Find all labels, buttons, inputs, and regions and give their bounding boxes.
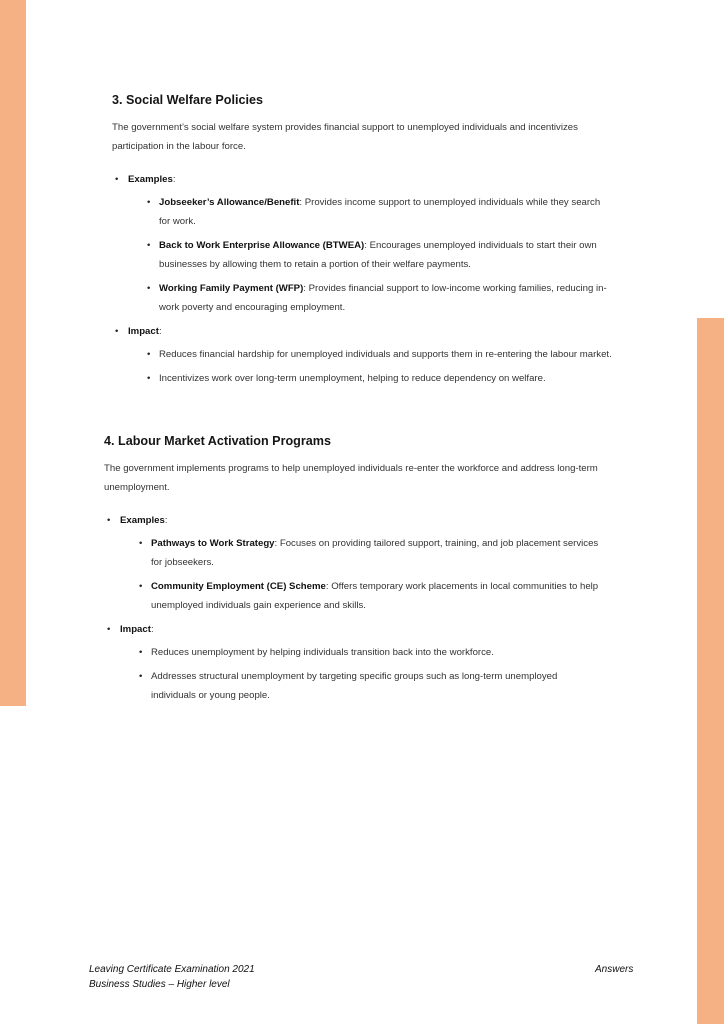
section-title: 3. Social Welfare Policies [112, 93, 263, 107]
item-text: : Provides financial support to low-income working families, reducing in-work poverty and encouraging employment. [159, 283, 607, 313]
list-item [120, 667, 604, 705]
bullet-icon: • [107, 515, 111, 526]
section-title: 4. Labour Market Activation Programs [104, 434, 331, 448]
item-text: Incentivizes work over long-term unemployment, helping to reduce dependency on welfare. [159, 373, 546, 384]
item-text: Addresses structural unemployment by targeting specific groups such as long-term unemployed individuals or young people. [151, 671, 558, 701]
list-item [120, 643, 604, 662]
right-accent-bar [697, 318, 724, 1024]
bullet-icon: • [107, 624, 111, 635]
impact-item: • Impact: • Reduces financial hardship for unemployed individuals and supports them in re-entering the labour market. • Incentivizes work over long-term unemployment, helping to reduce dependency on welfare. [112, 322, 612, 388]
list-item [120, 577, 604, 615]
item-text: Reduces financial hardship for unemployed individuals and supports them in re-entering the labour market. [159, 349, 612, 360]
examples-item: • Examples: • Jobseeker’s Allowance/Benefit: Provides income support to unemployed individuals while they search for work. • Back to Work Enterprise Allowance (BTWEA): Encourages unemployed individuals to start their own businesses by allowing them to retain a portion of their welfare payments. • Working Family Payment (WFP): Provides financial support to low-income working families, reducing in-work poverty and encouraging employment. [112, 170, 612, 317]
list-item [128, 369, 612, 388]
item-text: : Provides income support to unemployed individuals while they search for work. [159, 197, 601, 227]
examples-label: Examples [128, 174, 173, 185]
item-text: : Encourages unemployed individuals to start their own businesses by allowing them to retain a portion of their welfare payments. [159, 240, 597, 270]
impact-list [120, 643, 604, 705]
item-term: Working Family Payment (WFP) [159, 283, 304, 294]
impact-item: • Impact: • Reduces unemployment by helping individuals transition back into the workforce. • Addresses structural unemployment by targeting specific groups such as long-term unemployed individuals or young people. [104, 620, 604, 705]
item-text: : Offers temporary work placements in local communities to help unemployed individuals gain experience and skills. [151, 581, 599, 611]
examples-label: Examples [120, 515, 165, 526]
bullet-icon: • [147, 197, 151, 208]
bullet-icon: • [147, 283, 151, 294]
bullet-icon: • [139, 671, 143, 682]
list-item [120, 534, 604, 572]
footer-answers: Answers [595, 964, 634, 975]
list-item [128, 236, 612, 274]
section-list [112, 170, 612, 388]
item-term: Community Employment (CE) Scheme [151, 581, 326, 592]
bullet-icon: • [147, 373, 151, 384]
bullet-icon: • [139, 538, 143, 549]
list-item [128, 193, 612, 231]
examples-list [120, 534, 604, 615]
examples-item: • Examples: • Pathways to Work Strategy: Focuses on providing tailored support, training, and job placement services for jobseekers. • Community Employment (CE) Scheme: Offers temporary work placements in local communities to help unemployed individuals gain experience and skills. [104, 511, 604, 615]
item-term: Jobseeker’s Allowance/Benefit [159, 197, 300, 208]
impact-list [128, 345, 612, 388]
section-intro: The government implements programs to help unemployed individuals re-enter the workforce and address long-term unemployment. [104, 463, 598, 493]
section-social-welfare [112, 93, 612, 393]
impact-label: Impact [128, 326, 159, 337]
footer-exam: Leaving Certificate Examination 2021 [89, 964, 255, 975]
left-accent-bar [0, 0, 26, 706]
bullet-icon: • [139, 581, 143, 592]
section-labour-market [104, 434, 604, 710]
bullet-icon: • [147, 349, 151, 360]
list-item [128, 345, 612, 364]
section-list [104, 511, 604, 705]
examples-list [128, 193, 612, 317]
footer-subject: Business Studies – Higher level [89, 979, 230, 990]
list-item [128, 279, 612, 317]
bullet-icon: • [147, 240, 151, 251]
footer-exam-info [89, 962, 255, 992]
impact-label: Impact [120, 624, 151, 635]
item-text: : Focuses on providing tailored support, training, and job placement services for jobseekers. [151, 538, 599, 568]
item-term: Pathways to Work Strategy [151, 538, 275, 549]
bullet-icon: • [115, 174, 119, 185]
bullet-icon: • [139, 647, 143, 658]
item-term: Back to Work Enterprise Allowance (BTWEA) [159, 240, 365, 251]
item-text: Reduces unemployment by helping individuals transition back into the workforce. [151, 647, 494, 658]
section-intro: The government’s social welfare system provides financial support to unemployed individuals and incentivizes participation in the labour force. [112, 122, 578, 152]
bullet-icon: • [115, 326, 119, 337]
